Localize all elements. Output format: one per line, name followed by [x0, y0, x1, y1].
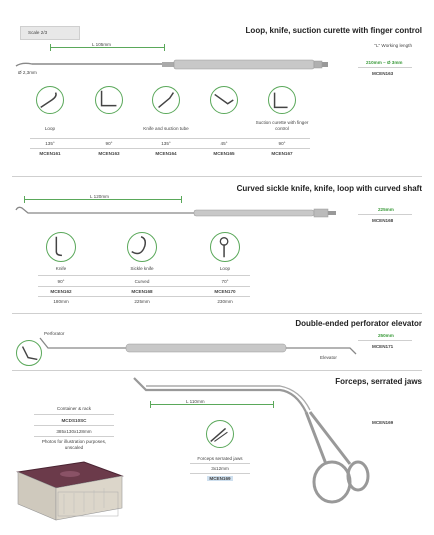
loop-curette-instrument	[12, 56, 332, 78]
section4-code: MCEN169	[372, 420, 394, 425]
tip-knife-45-icon	[210, 86, 238, 114]
photo-note-line1: Photos for illustration purposes,	[41, 439, 107, 444]
tip-angle: 135°	[45, 141, 55, 146]
forceps-tip-rule-2	[190, 473, 250, 474]
length-label: L 120mm	[90, 194, 109, 199]
tip-angle: 90°	[57, 279, 65, 284]
tip-loop-icon	[210, 232, 240, 262]
length-indicator	[50, 47, 165, 48]
tip-length: 180mm	[53, 299, 69, 304]
section3-dimensions: 250mm	[378, 333, 394, 338]
tip-label: Suction curette with finger control	[255, 120, 309, 131]
tip-angle: 70°	[221, 279, 229, 284]
tip-label: Knife	[55, 266, 67, 271]
container-code: MCDS10SC	[61, 418, 87, 423]
forceps-tip-dimensions: 3x12mm	[211, 466, 229, 471]
tip-length: 225mm	[134, 299, 150, 304]
section2-dimensions: 225mm	[378, 207, 394, 212]
section2-code: MCEN168	[372, 218, 394, 223]
container-rule-1	[34, 414, 114, 415]
section1-title: Loop, knife, suction curette with finger control	[245, 26, 422, 35]
forceps-tip-code	[190, 476, 250, 481]
diameter-label: Ø 2,3mm	[18, 70, 37, 75]
section1-dimensions: 210mm – Ø 3mm	[366, 60, 403, 65]
container-rule-2	[34, 425, 114, 426]
section2-rule	[358, 214, 412, 215]
section-divider	[12, 313, 422, 314]
section3-title: Double-ended perforator elevator	[295, 319, 422, 328]
section1-rule	[358, 67, 412, 68]
section-divider	[12, 370, 422, 371]
container-rack-photo	[14, 454, 126, 524]
perforator-elevator-instrument	[38, 334, 358, 360]
length-tick-left	[50, 44, 51, 51]
tip-angle: Curved	[134, 279, 150, 284]
tip-angle: 135°	[161, 141, 171, 146]
length-tick-right	[164, 44, 165, 51]
tip-angle: 90°	[105, 141, 113, 146]
tip-knife-icon	[46, 232, 76, 262]
section4-title: Forceps, serrated jaws	[335, 377, 422, 386]
tip-code: MCEN165	[213, 151, 235, 156]
forceps-tip-label: Forceps serrated jaws	[197, 456, 243, 461]
forceps-tip-icon	[206, 420, 234, 448]
tip-label: Sickle knife	[130, 266, 154, 271]
length-label: L 105mm	[92, 42, 111, 47]
perforator-label: Perforator	[44, 331, 65, 336]
tip-code: MCEN167	[271, 151, 293, 156]
tip-loop-90-icon	[95, 86, 123, 114]
tip-label: Loop	[219, 266, 231, 271]
photo-note-line2: unscaled	[64, 445, 84, 450]
tip-code: MCEN168	[131, 289, 153, 294]
forceps-tip-code-text: MCEN169	[209, 476, 231, 481]
tip-sickle-knife-icon	[127, 232, 157, 262]
tip-angle: 45°	[220, 141, 228, 146]
tip-label: Loop	[44, 126, 56, 131]
section1-code: MCEN163	[372, 71, 394, 76]
length-indicator	[24, 199, 182, 200]
tip-knife-icon	[152, 86, 180, 114]
section2-title: Curved sickle knife, knife, loop with curved shaft	[236, 184, 422, 193]
forceps-instrument	[120, 372, 370, 524]
sickle-knife-instrument	[14, 204, 344, 220]
container-rule-3	[34, 436, 114, 437]
section3-code: MCEN171	[372, 344, 394, 349]
working-length-note: "L" Working length	[374, 43, 412, 48]
forceps-tip-rule-1	[190, 463, 250, 464]
tip-code: MCEN164	[155, 151, 177, 156]
tip-code: MCEN162	[50, 289, 72, 294]
length-label: L 110mm	[186, 399, 205, 404]
tip-code: MCEN170	[214, 289, 236, 294]
length-tick-left	[24, 196, 25, 203]
section2-tips-rule-2	[38, 286, 250, 287]
container-label: Container & rack	[56, 406, 92, 411]
tip-length: 230mm	[217, 299, 233, 304]
perforator-tip-icon	[16, 340, 42, 366]
section2-tips-rule-1	[38, 275, 250, 276]
tip-code: MCEN163	[98, 151, 120, 156]
section2-tips-rule-3	[38, 296, 250, 297]
scale-label: Scale 2/3	[28, 30, 48, 35]
tip-code: MCEN161	[39, 151, 61, 156]
container-size: 385x130x128mm	[56, 429, 92, 434]
tip-angle: 90°	[278, 141, 286, 146]
elevator-label: Elevator	[320, 355, 337, 360]
tip-label: Knife and suction tube	[143, 126, 189, 131]
section3-rule	[358, 340, 412, 341]
length-tick-right	[181, 196, 182, 203]
tip-suction-curette-icon	[268, 86, 296, 114]
tip-loop-icon	[36, 86, 64, 114]
section1-tips-rule-1	[30, 138, 310, 139]
section1-tips-rule-2	[30, 148, 310, 149]
section-divider	[12, 176, 422, 177]
